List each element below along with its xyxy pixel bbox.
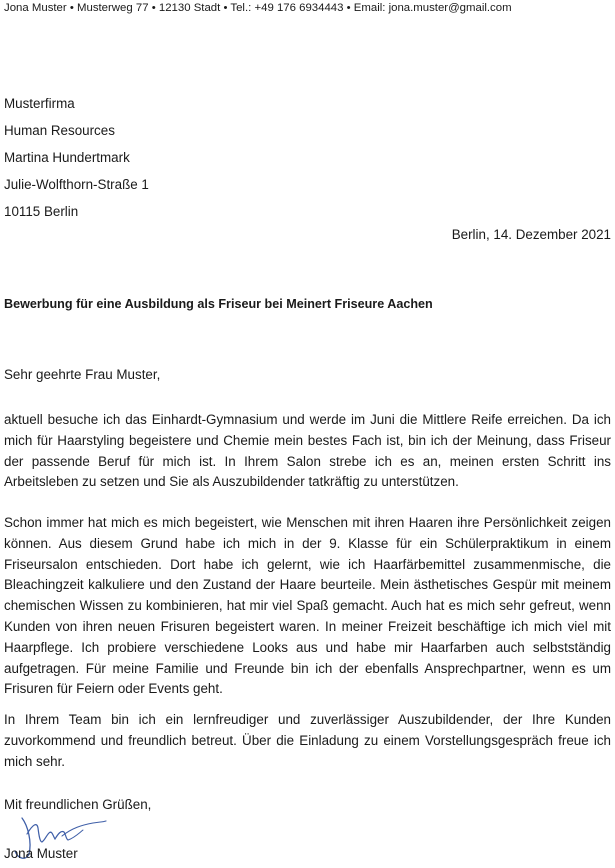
letter-date: Berlin, 14. Dezember 2021 xyxy=(451,227,611,242)
recipient-company: Musterfirma xyxy=(4,96,75,111)
recipient-street: Julie-Wolfthorn-Straße 1 xyxy=(4,177,149,192)
recipient-city: 10115 Berlin xyxy=(4,204,79,219)
recipient-address-block xyxy=(4,90,149,225)
closing-phrase: Mit freundlichen Grüßen, xyxy=(4,797,152,812)
recipient-contact: Martina Hundertmark xyxy=(4,150,130,165)
body-paragraph-3: In Ihrem Team bin ich ein lernfreudiger und zuverlässiger Auszubildender, der Ihre Kunden zuvorkommend und freundlich betreut. Über die Einladung zu einem Vorstellungsgespräch freue ich mich sehr. xyxy=(4,712,611,769)
recipient-department: Human Resources xyxy=(4,123,115,138)
sender-header-line: Jona Muster • Musterweg 77 • 12130 Stadt • Tel.: +49 176 6934443 • Email: jona.muster@gmail.com xyxy=(4,2,512,14)
salutation: Sehr geehrte Frau Muster, xyxy=(4,367,161,382)
body-paragraph-1: aktuell besuche ich das Einhardt-Gymnasium und werde im Juni die Mittlere Reife erreichen. Da ich mich für Haarstyling begeistere und Chemie mein bestes Fach ist, bin ich der Meinung, dass Friseur der passende Beruf für mich ist. In Ihrem Salon strebe ich es an, meinen ersten Schritt ins Arbeitsleben zu setzen und Sie als Auszubildender tatkräftig zu unterstützen. xyxy=(4,412,611,490)
signer-name: Jona Muster xyxy=(4,846,78,861)
body-paragraph-2: Schon immer hat mich es mich begeistert, wie Menschen mit ihren Haaren ihre Persönlichkeit zeigen können. Aus diesem Grund habe ich mich in der 9. Klasse für ein Schülerpraktikum in einem Friseursalon entschieden. Dort habe ich gelernt, wie ich Haarfärbemittel zusammenmische, die Bleachingzeit kalkuliere und den Zustand der Haare beurteile. Mein ästhetisches Gespür mit meinem chemischen Wissen zu kombinieren, hat mir viel Spaß gemacht. Auch hat es mich sehr gefreut, wenn Kunden von ihren neuen Frisuren begeistert waren. In meiner Freizeit beschäftige ich mich viel mit Haarpflege. Ich probiere verschiedene Looks aus und habe mir Haarfarben auch selbstständig aufgetragen. Für meine Familie und Freunde bin ich der ebenfalls Ansprechpartner, wenn es um Frisuren für Feiern oder Events geht. xyxy=(4,515,611,697)
letter-subject: Bewerbung für eine Ausbildung als Friseur bei Meinert Friseure Aachen xyxy=(4,297,433,311)
